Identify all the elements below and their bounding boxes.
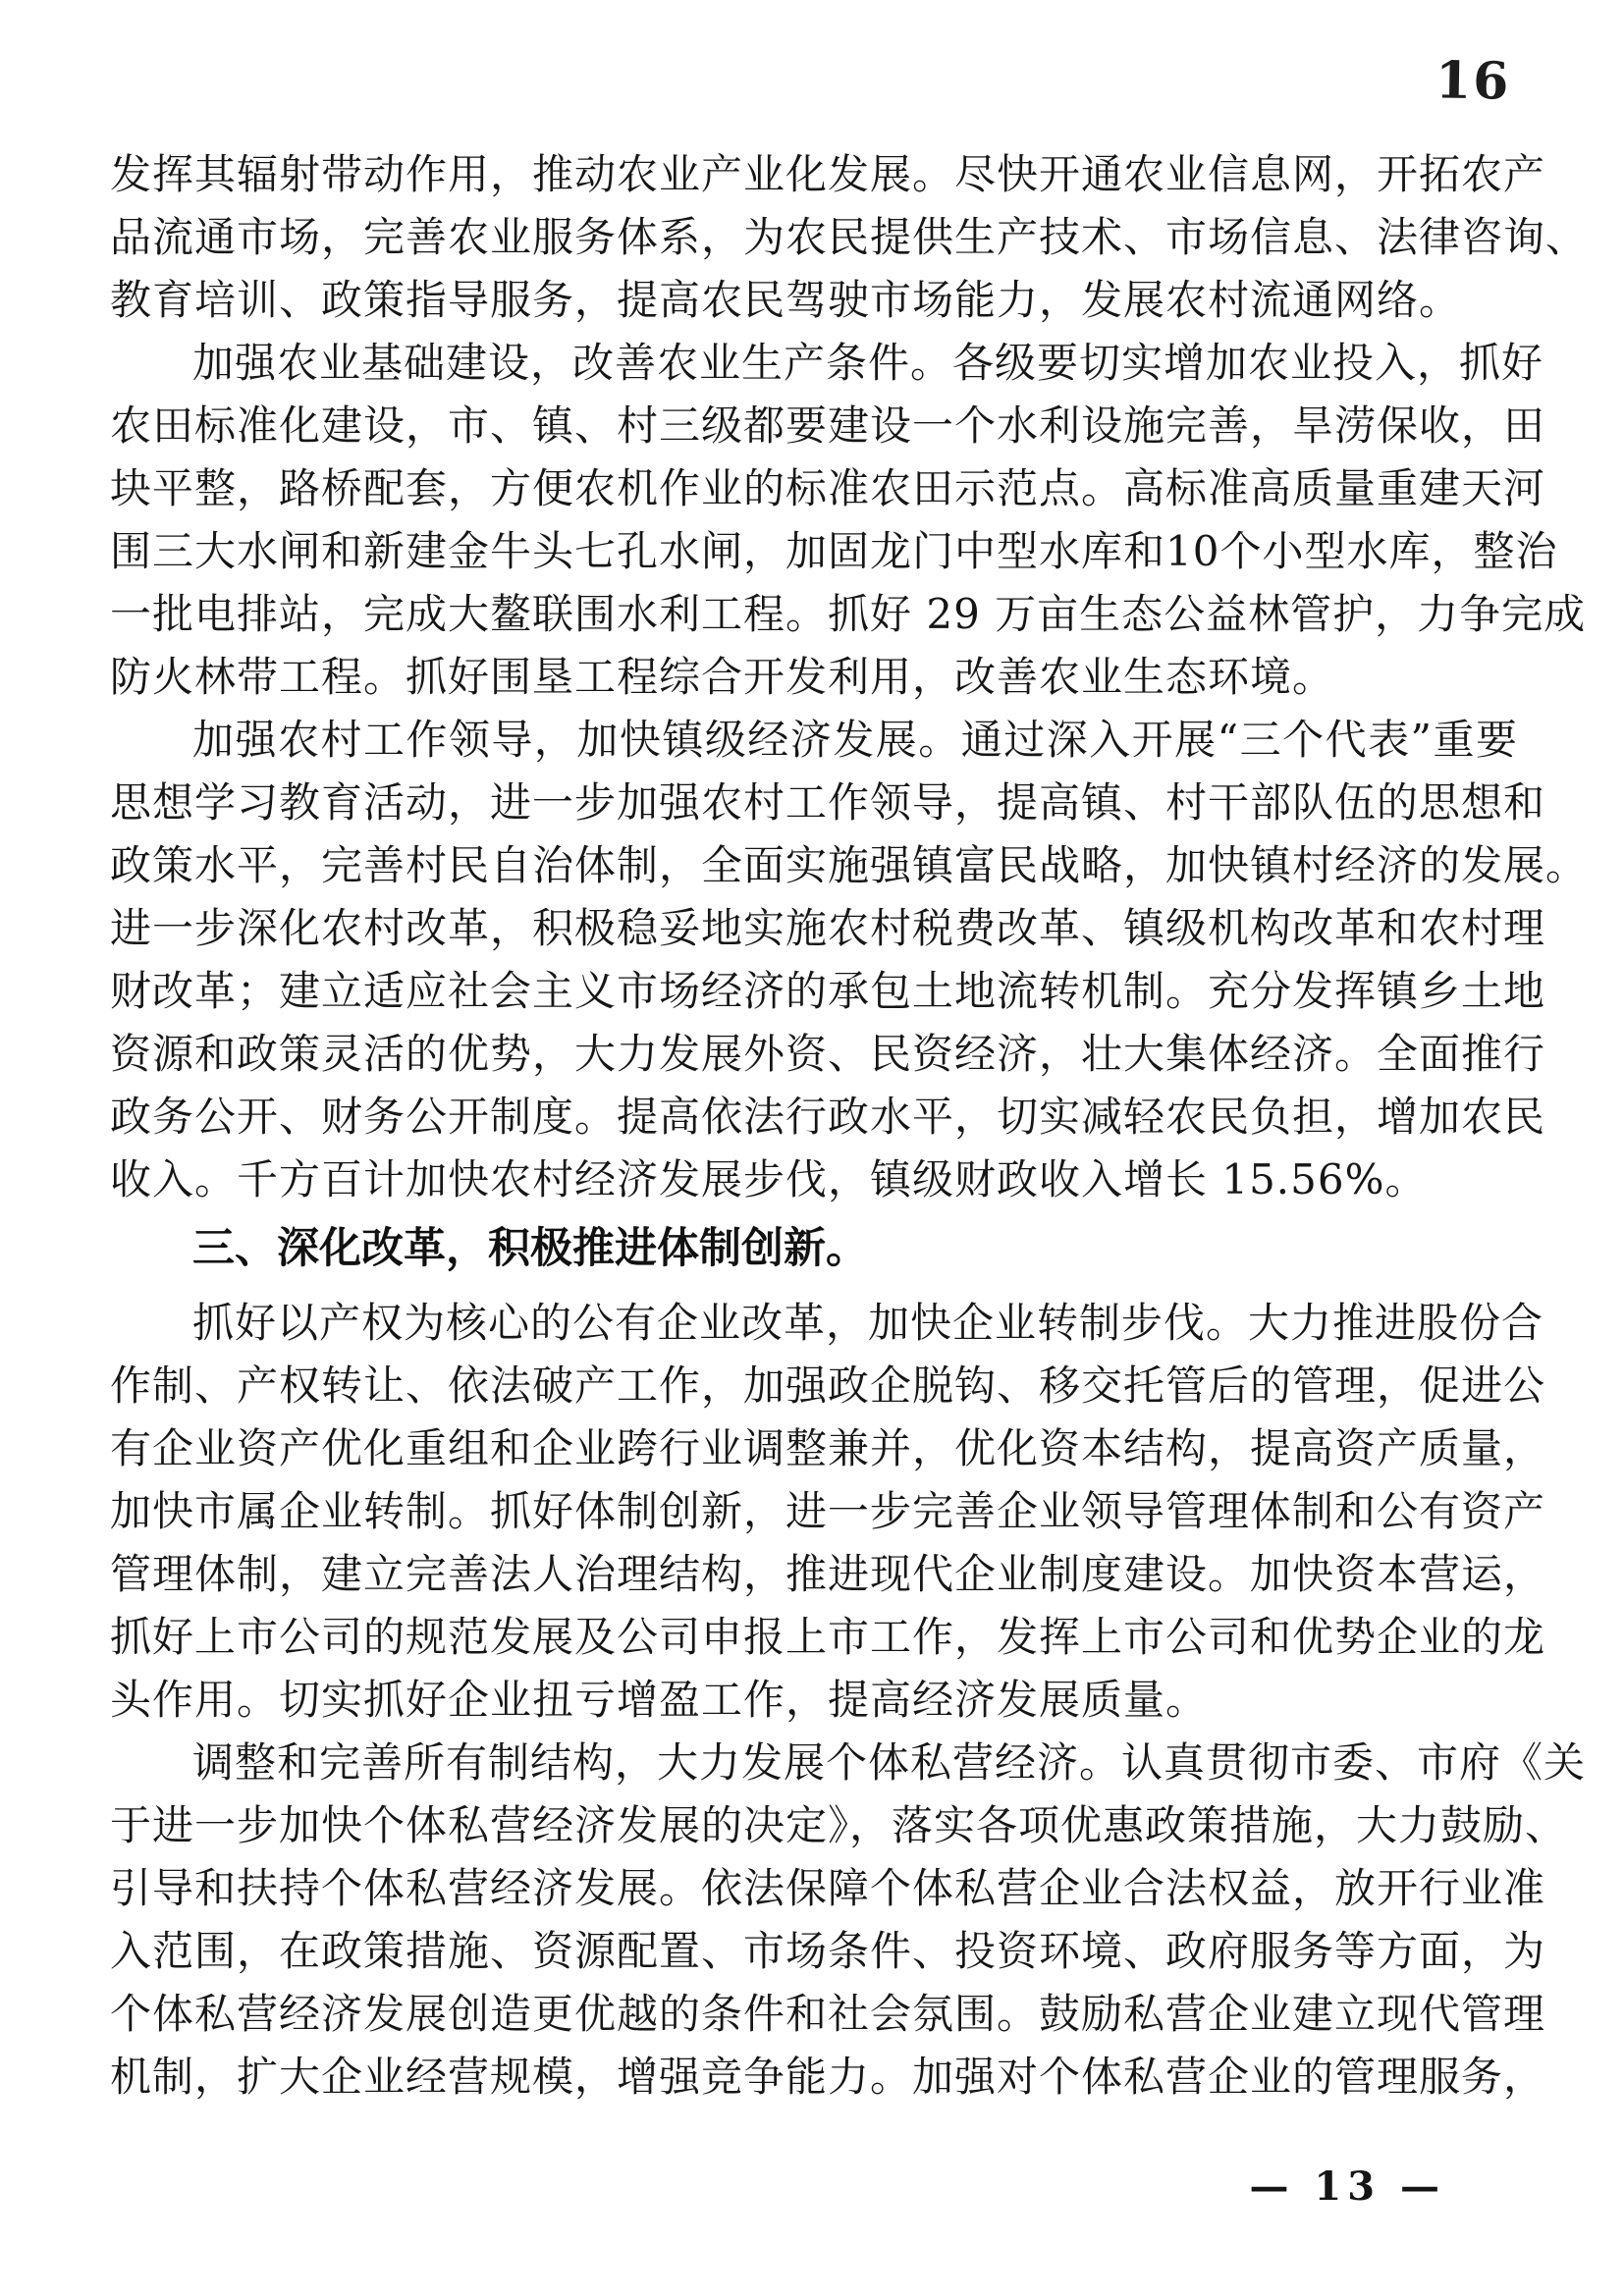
text-line: 入范围，在政策措施、资源配置、市场条件、投资环境、政府服务等方面，为	[110, 1927, 1546, 1975]
text-line: 有企业资产优化重组和企业跨行业调整兼并，优化资本结构，提高资产质量，	[110, 1424, 1546, 1472]
text-line: 块平整，路桥配套，方便农机作业的标准农田示范点。高标准高质量重建天河	[110, 464, 1546, 512]
text-line: 农田标准化建设，市、镇、村三级都要建设一个水利设施完善，旱涝保收，田	[110, 401, 1546, 450]
text-line: 财改革；建立适应社会主义市场经济的承包土地流转机制。充分发挥镇乡土地	[110, 967, 1546, 1015]
text-line: 抓好上市公司的规范发展及公司申报上市工作，发挥上市公司和优势企业的龙	[110, 1613, 1546, 1661]
document-content	[110, 143, 1589, 2109]
text-line: 引导和扶持个体私营经济发展。依法保障个体私营企业合法权益，放开行业准	[110, 1864, 1546, 1912]
text-line: 防火林带工程。抓好围垦工程综合开发利用，改善农业生态环境。	[110, 653, 1335, 701]
text-line: 调整和完善所有制结构，大力发展个体私营经济。认真贯彻市委、市府《关	[192, 1738, 1587, 1787]
text-line: 机制，扩大企业经营规模，增强竞争能力。加强对个体私营企业的管理服务，	[110, 2053, 1546, 2101]
section-heading: 三、深化改革，积极推进体制创新。	[192, 1224, 868, 1273]
paragraph-2	[110, 332, 1587, 709]
paragraph-3	[110, 709, 1589, 1211]
text-line: 加快市属企业转制。抓好体制创新，进一步完善企业领导管理体制和公有资产	[110, 1487, 1546, 1535]
text-line: 进一步深化农村改革，积极稳妥地实施农村税费改革、镇级机构改革和农村理	[110, 904, 1546, 952]
text-line: 加强农村工作领导，加快镇级经济发展。通过深入开展“三个代表”重要	[192, 716, 1518, 764]
text-line: 一批电排站，完成大鳌联围水利工程。抓好 29 万亩生态公益林管护，力争完成	[110, 590, 1587, 638]
text-line: 发挥其辐射带动作用，推动农业产业化发展。尽快开通农业信息网，开拓农产	[110, 150, 1546, 198]
text-line: 教育培训、政策指导服务，提高农民驾驶市场能力，发展农村流通网络。	[110, 276, 1462, 324]
text-line: 加强农业基础建设，改善农业生产条件。各级要切实增加农业投入，抓好	[192, 339, 1544, 387]
text-line: 个体私营经济发展创造更优越的条件和社会氛围。鼓励私营企业建立现代管理	[110, 1990, 1546, 2038]
text-line: 思想学习教育活动，进一步加强农村工作领导，提高镇、村干部队伍的思想和	[110, 778, 1546, 827]
text-line: 作制、产权转让、依法破产工作，加强政企脱钩、移交托管后的管理，促进公	[110, 1362, 1546, 1410]
text-line: 资源和政策灵活的优势，大力发展外资、民资经济，壮大集体经济。全面推行	[110, 1030, 1546, 1078]
paragraph-4	[110, 1292, 1546, 1732]
paragraph-1	[110, 143, 1589, 332]
text-line: 管理体制，建立完善法人治理结构，推进现代企业制度建设。加快资本营运，	[110, 1550, 1546, 1598]
text-line: 政务公开、财务公开制度。提高依法行政水平，切实减轻农民负担，增加农民	[110, 1093, 1546, 1141]
paragraph-5	[110, 1732, 1587, 2109]
text-line: 收入。千方百计加快农村经济发展步伐，镇级财政收入增长 15.56%。	[110, 1155, 1428, 1203]
page-number: — 13 —	[1249, 2163, 1445, 2210]
text-line: 围三大水闸和新建金牛头七孔水闸，加固龙门中型水库和10个小型水库，整治	[110, 527, 1558, 575]
text-line: 于进一步加快个体私营经济发展的决定》，落实各项优惠政策措施，大力鼓励、	[110, 1801, 1568, 1849]
text-line: 政策水平，完善村民自治体制，全面实施强镇富民战略，加快镇村经济的发展。	[110, 841, 1589, 889]
text-line: 抓好以产权为核心的公有企业改革，加快企业转制步伐。大力推进股份合	[192, 1299, 1544, 1347]
handwritten-page-annotation: 16	[1435, 50, 1511, 112]
text-line: 头作用。切实抓好企业扭亏增盈工作，提高经济发展质量。	[110, 1676, 1209, 1724]
text-line: 品流通市场，完善农业服务体系，为农民提供生产技术、市场信息、法律咨询、	[110, 213, 1589, 261]
